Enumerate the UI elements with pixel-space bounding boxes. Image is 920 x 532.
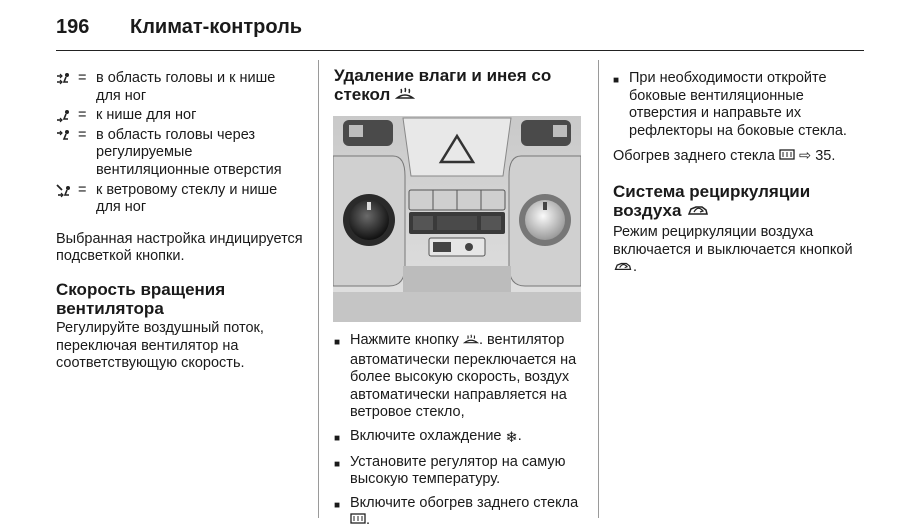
rear-window-reference: Обогрев заднего стекла ⇨ 35. xyxy=(613,148,865,168)
list-item: ■ При необходимости откройте боковые вентиляционные отверстия и направьте их рефлекторы на боковые стекла. xyxy=(613,70,847,139)
list-item: ■ Установите регулятор на самую высокую температуру. xyxy=(334,453,566,488)
running-head: Климат-контроль xyxy=(130,16,303,38)
defog-heading: Удаление влаги и инея со стекол xyxy=(334,66,552,104)
legend-text: к нише для ног xyxy=(96,107,197,124)
header-rule xyxy=(56,50,864,51)
legend-row xyxy=(56,182,304,217)
rear-window-heating-icon xyxy=(779,149,795,168)
legend-text: к ветровому стеклу и нише для ног xyxy=(96,181,278,216)
page-reference-arrow-icon: ⇨ xyxy=(799,148,812,165)
vent-head-icon xyxy=(56,127,78,180)
legend-row xyxy=(56,127,304,180)
windscreen-defrost-icon xyxy=(463,333,479,352)
fan-speed-paragraph: Регулируйте воздушный поток, переключая вентилятор на соответствующую скорость. xyxy=(56,319,264,372)
column-divider xyxy=(598,60,599,518)
cooling-snowflake-icon: ❄ xyxy=(505,429,518,446)
vent-feet-icon xyxy=(56,107,78,125)
bullet-square-icon: ■ xyxy=(334,432,341,444)
list-item: ■ Нажмите кнопку . вентилятор автоматически переключается на более высокую скорость, воздух автоматически направляется на ветровое стекло, xyxy=(334,332,577,421)
legend-row xyxy=(56,107,304,125)
column-2-bullets xyxy=(334,326,592,532)
bullet-square-icon: ■ xyxy=(334,458,341,470)
indicator-paragraph: Выбранная настройка индицируется подсветкой кнопки. xyxy=(56,230,303,265)
bullet-square-icon: ■ xyxy=(613,75,620,86)
climate-control-panel-illustration xyxy=(333,116,581,322)
bullet-square-icon: ■ xyxy=(334,499,341,511)
windscreen-defrost-icon xyxy=(395,86,415,106)
legend-eq: = xyxy=(78,107,87,124)
column-1 xyxy=(56,70,304,373)
recirculation-paragraph: Режим рециркуляции воздуха включается и выключается кнопкой . xyxy=(613,224,865,279)
vent-head-and-feet-icon xyxy=(56,70,78,105)
legend-text: в область головы и к нише для ног xyxy=(96,70,276,104)
fan-speed-heading: Скорость вращения вентилятора xyxy=(56,279,226,318)
legend-eq: = xyxy=(78,126,87,143)
column-2 xyxy=(334,66,592,108)
legend-text: в область головы через регулируемые вентиляционные отверстия xyxy=(96,126,282,178)
rear-window-heating-icon xyxy=(350,513,366,532)
legend-eq: = xyxy=(78,70,87,86)
column-3 xyxy=(613,70,865,279)
legend-eq: = xyxy=(78,181,87,198)
page-number: 196 xyxy=(56,16,90,38)
vent-windscreen-and-feet-icon xyxy=(56,182,78,217)
column-divider xyxy=(318,60,319,518)
list-item: ■ Включите обогрев заднего стекла . xyxy=(334,495,592,532)
recirculation-car-icon xyxy=(613,259,633,279)
bullet-square-icon: ■ xyxy=(334,337,341,348)
recirculation-car-icon xyxy=(686,202,710,222)
recirculation-heading: Система рециркуляции воздуха xyxy=(613,181,811,220)
list-item: ■ Включите охлаждение ❄. xyxy=(334,427,522,446)
legend-row xyxy=(56,70,304,105)
